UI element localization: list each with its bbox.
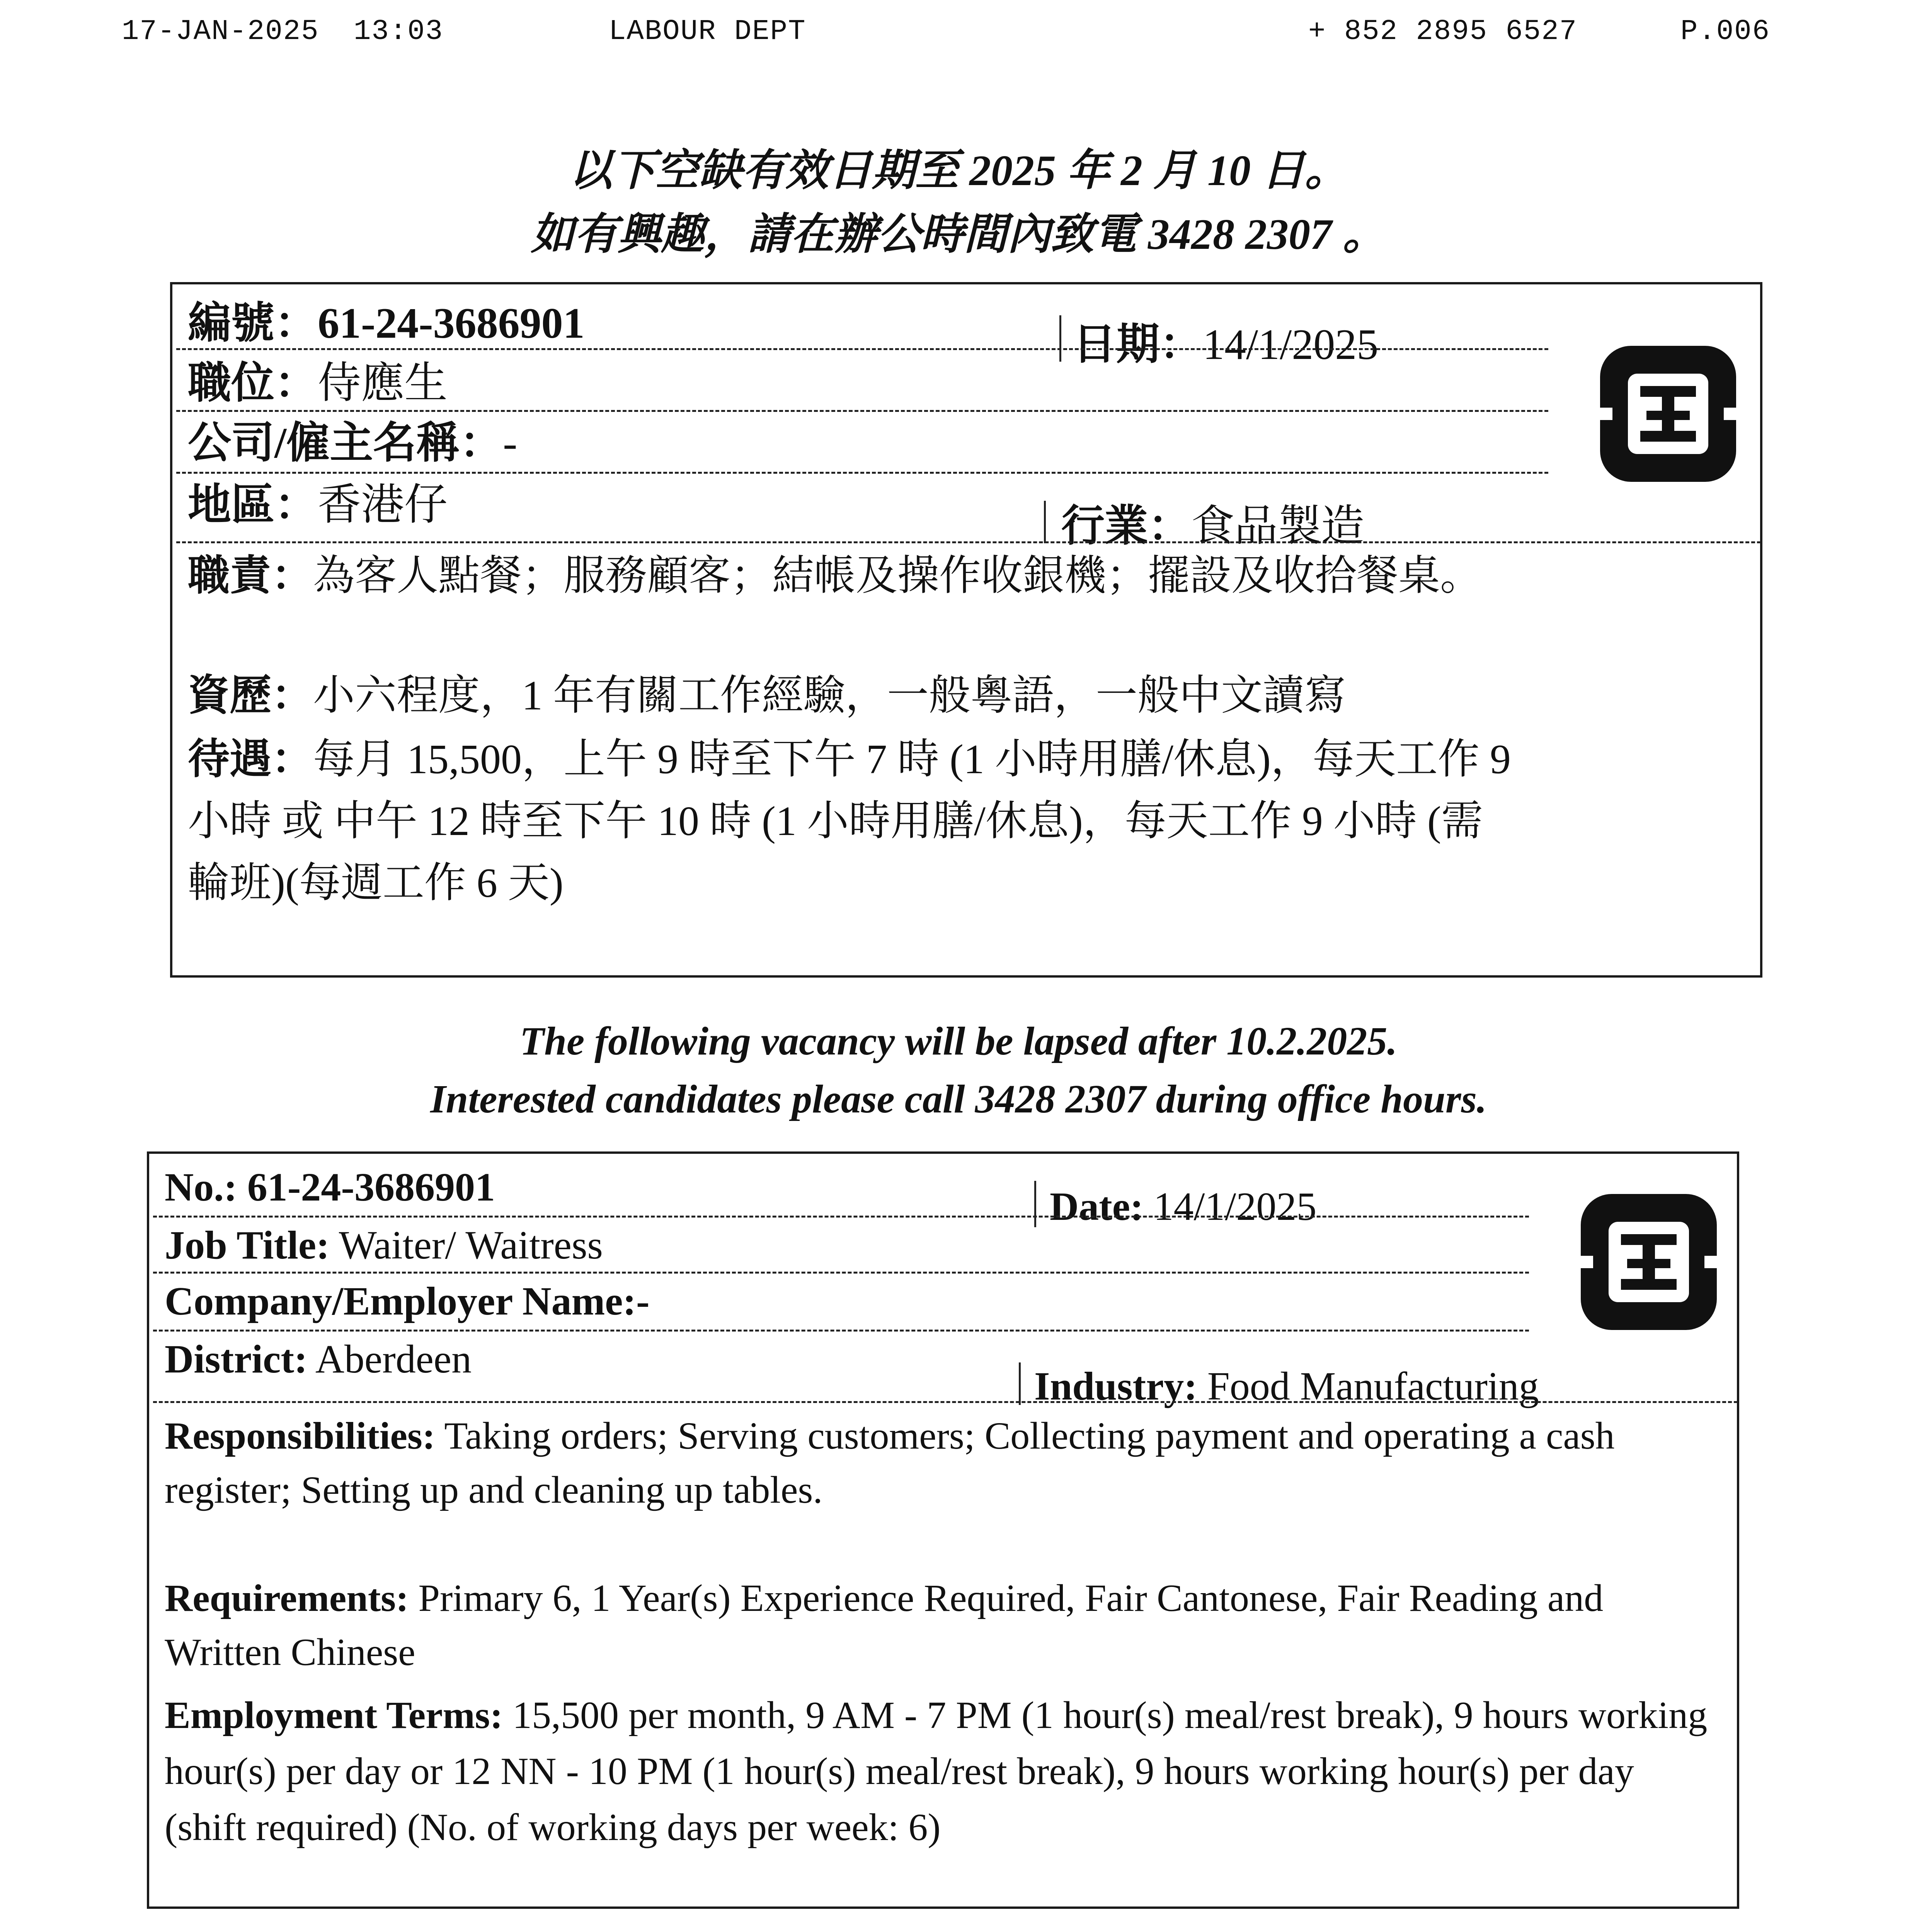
chinese-job-title-label: 職位： (188, 359, 318, 407)
chinese-district-label: 地區： (188, 481, 318, 529)
chinese-number-value: 61-24-3686901 (318, 299, 585, 347)
chinese-requirements (188, 667, 1745, 725)
chinese-job-title-value: 侍應生 (318, 359, 448, 407)
english-requirements-value: Primary 6, 1 Year(s) Experience Required, Fair Cantonese, Fair Reading and Written Chinese (165, 1577, 1604, 1673)
english-job-title-label: Job Title: (165, 1223, 330, 1267)
labour-department-logo-icon (1571, 1185, 1726, 1339)
english-terms-label: Employment Terms: (165, 1694, 503, 1736)
english-job-title-value: Waiter/ Waitress (339, 1223, 603, 1267)
english-notice-line1: The following vacancy will be lapsed after 10.2.2025. (519, 1019, 1398, 1063)
chinese-terms-line3: 輪班)(每週工作 6 天) (188, 860, 564, 906)
chinese-terms-line1: 每月 15,500，上午 9 時至下午 7 時 (1 小時用膳/休息)，每天工作 9 (313, 736, 1511, 782)
chinese-job-title-row (188, 359, 448, 407)
english-requirements-label: Requirements: (165, 1577, 409, 1619)
english-job-title-row (165, 1225, 603, 1265)
chinese-duties-value: 為客人點餐；服務顧客；結帳及操作收銀機；擺設及收拾餐桌。 (313, 553, 1482, 599)
chinese-terms-line2: 小時 或 中午 12 時至下午 10 時 (1 小時用膳/休息)，每天工作 9 小時 (需 (188, 798, 1483, 844)
chinese-number-label: 編號： (188, 299, 318, 347)
labour-department-logo-icon (1591, 337, 1745, 491)
english-notice (0, 1012, 1917, 1128)
chinese-date-label: 日期： (1073, 321, 1203, 369)
english-industry-label: Industry: (1034, 1364, 1197, 1408)
english-district-row (165, 1339, 472, 1379)
chinese-duties (188, 547, 1745, 605)
chinese-industry-label: 行業： (1061, 502, 1191, 550)
english-requirements (165, 1571, 1721, 1679)
chinese-district-row (188, 483, 448, 527)
english-number-label: No.: (165, 1165, 237, 1209)
english-responsibilities-label: Responsibilities: (165, 1414, 436, 1457)
chinese-date-row (1073, 321, 1379, 369)
english-responsibilities (165, 1409, 1721, 1517)
english-terms-value: 15,500 per month, 9 AM - 7 PM (1 hour(s) meal/rest break), 9 hours working hour(s) per day or 12 NN - 10 PM (1 hour(s) meal/rest break), 9 hours working hour(s) per day (shift required) (No. of working days per week: 6) (165, 1694, 1708, 1849)
english-company-label: Company/Employer Name: (165, 1279, 637, 1323)
english-company-row (165, 1281, 650, 1321)
chinese-number-row (188, 299, 585, 347)
chinese-requirements-label: 資歷： (188, 673, 313, 719)
english-date-label: Date: (1050, 1184, 1144, 1229)
chinese-company-label: 公司/僱主名稱： (188, 419, 503, 467)
chinese-company-row (188, 419, 518, 467)
chinese-industry-value: 食品製造 (1191, 502, 1364, 550)
chinese-notice-line1: 以下空缺有效日期至 2025 年 2 月 10 日。 (569, 147, 1348, 195)
english-district-label: District: (165, 1337, 308, 1381)
english-responsibilities-value: Taking orders; Serving customers; Collecting payment and operating a cash register; Setting up and cleaning up tables. (165, 1414, 1615, 1511)
english-vacancy-card (147, 1151, 1739, 1909)
english-date-row (1050, 1184, 1317, 1229)
chinese-terms (188, 729, 1745, 914)
fax-page: P.006 (1680, 15, 1770, 48)
chinese-notice (0, 139, 1917, 267)
chinese-duties-label: 職責： (188, 553, 313, 599)
chinese-terms-label: 待遇： (188, 736, 313, 782)
english-district-value: Aberdeen (315, 1337, 472, 1381)
fax-time: 13:03 (354, 15, 444, 48)
fax-date: 17-JAN-2025 (122, 15, 319, 48)
english-company-value: - (636, 1279, 650, 1323)
english-terms (165, 1687, 1721, 1855)
fax-header (122, 15, 1770, 58)
english-notice-line2: Interested candidates please call 3428 2307 during office hours. (430, 1077, 1487, 1121)
chinese-notice-line2: 如有興趣，請在辦公時間內致電 3428 2307 。 (531, 211, 1386, 259)
english-number-row (165, 1167, 495, 1208)
chinese-date-value: 14/1/2025 (1203, 321, 1379, 369)
chinese-vacancy-card (170, 282, 1762, 978)
chinese-requirements-value: 小六程度，1 年有關工作經驗，一般粵語，一般中文讀寫 (313, 673, 1347, 719)
fax-phone: + 852 2895 6527 (1308, 15, 1578, 48)
fax-sender: LABOUR DEPT (609, 15, 806, 48)
chinese-district-value: 香港仔 (318, 481, 448, 529)
english-industry-row (1034, 1366, 1539, 1406)
english-date-value: 14/1/2025 (1153, 1184, 1317, 1229)
english-industry-value: Food Manufacturing (1207, 1364, 1539, 1408)
chinese-company-value: - (503, 419, 518, 467)
english-number-value: 61-24-3686901 (247, 1165, 495, 1209)
